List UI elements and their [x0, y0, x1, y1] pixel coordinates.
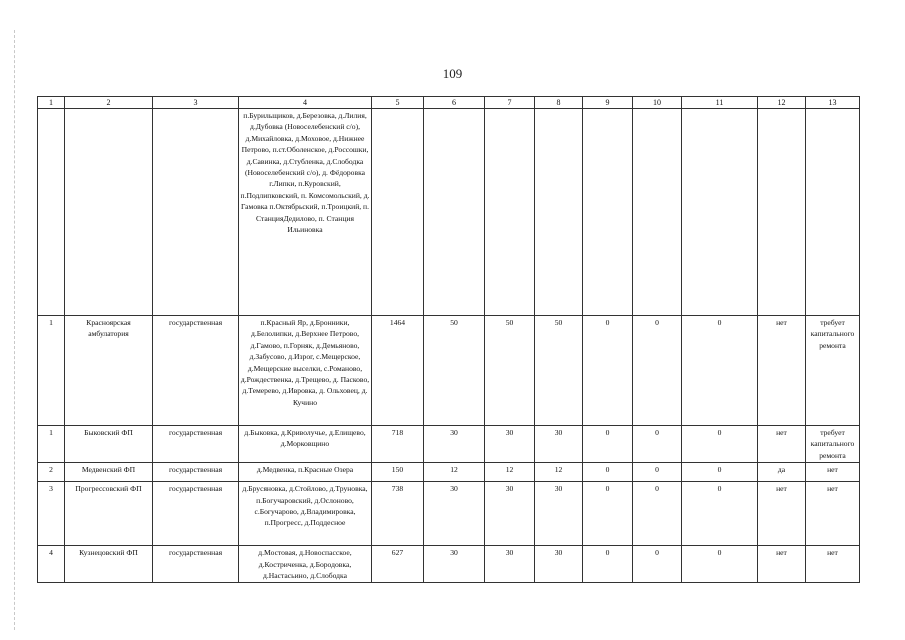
settlements-list: д.Медвенка, п.Красные Озера [239, 463, 372, 482]
row-number: 1 [38, 426, 65, 463]
header-row [38, 97, 860, 109]
header-cell: 9 [583, 97, 633, 109]
header-cell: 7 [485, 97, 535, 109]
cell-value: 30 [535, 426, 583, 463]
cell-value: нет [758, 546, 806, 583]
cell-value [758, 109, 806, 316]
facility-name: Кузнецовский ФП [65, 546, 153, 583]
header-cell: 3 [153, 97, 239, 109]
cell-value: да [758, 463, 806, 482]
ownership-type: государственная [153, 463, 239, 482]
row-number [38, 109, 65, 316]
cell-value: 0 [682, 316, 758, 426]
header-cell: 10 [633, 97, 682, 109]
cell-value: 12 [485, 463, 535, 482]
settlements-list: п.Бурильщиков, д.Березовка, д.Лилия, д.Дубовка (Новоселебенский с/о), д.Михайловка, д.Моховое, д.Нижнее Петрово, п.ст.Оболенское, д.Россошки, д.Савинка, д.Стубленка, д.Слободка (Новоселебенский с/о), д. Фёдоровка г.Липки, п.Куровский, п.Подлипковский, п. Комсомольский, д. Гамовка п.Октябрьский, п.Троицкий, п. СтанцияДедилово, п. Станция Ильиновка [239, 109, 372, 316]
table-row [38, 482, 860, 546]
cell-value: 0 [633, 426, 682, 463]
facilities-table [37, 96, 860, 583]
facility-name [65, 109, 153, 316]
table-row [38, 316, 860, 426]
cell-value: 12 [535, 463, 583, 482]
cell-value [806, 109, 860, 316]
cell-value: требует капитального ремонта [806, 316, 860, 426]
settlements-list: д.Быковка, д.Криволучье, д.Елищево, д.Морковщино [239, 426, 372, 463]
cell-value: 0 [633, 482, 682, 546]
cell-value: 0 [583, 482, 633, 546]
binding-margin-line [14, 30, 15, 630]
cell-value: требует капитального ремонта [806, 426, 860, 463]
cell-value: 1464 [372, 316, 424, 426]
settlements-list: п.Красный Яр, д.Бронники, д.Белолипки, д.Верхнее Петрово, д.Гамово, п.Горняк, д.Демьяново, д.Забусово, д.Изрог, с.Мещерское, д.Мещерские выселки, с.Романово, д.Рождественка, д.Трещево, д. Пасково, д.Темерево, д.Ивровка, д. Ольховец, д. Кучино [239, 316, 372, 426]
row-number: 1 [38, 316, 65, 426]
cell-value: 50 [485, 316, 535, 426]
cell-value: 30 [424, 482, 485, 546]
cell-value: 0 [583, 546, 633, 583]
cell-value: 12 [424, 463, 485, 482]
cell-value: нет [806, 482, 860, 546]
cell-value: 0 [633, 463, 682, 482]
page-number: 109 [442, 66, 463, 81]
facility-name: Красноярская амбулатория [65, 316, 153, 426]
cell-value: 0 [682, 426, 758, 463]
cell-value: 0 [633, 546, 682, 583]
cell-value: 0 [583, 316, 633, 426]
ownership-type [153, 109, 239, 316]
ownership-type: государственная [153, 482, 239, 546]
row-number: 4 [38, 546, 65, 583]
facility-name: Прогрессовский ФП [65, 482, 153, 546]
row-number: 3 [38, 482, 65, 546]
table-row [38, 546, 860, 583]
cell-value [583, 109, 633, 316]
cell-value: 30 [485, 426, 535, 463]
cell-value: 0 [583, 463, 633, 482]
cell-value: 150 [372, 463, 424, 482]
header-cell: 6 [424, 97, 485, 109]
header-cell: 4 [239, 97, 372, 109]
cell-value [485, 109, 535, 316]
cell-value: 0 [682, 546, 758, 583]
header-cell: 5 [372, 97, 424, 109]
header-cell: 12 [758, 97, 806, 109]
header-cell: 8 [535, 97, 583, 109]
ownership-type: государственная [153, 546, 239, 583]
cell-value [682, 109, 758, 316]
cell-value: 738 [372, 482, 424, 546]
cell-value [372, 109, 424, 316]
cell-value: 0 [682, 463, 758, 482]
cell-value [633, 109, 682, 316]
cell-value: 30 [485, 546, 535, 583]
ownership-type: государственная [153, 426, 239, 463]
settlements-list: д.Мостовая, д.Новоспасское, д.Костриченка, д.Бородовка, д.Настасьино, д.Слободка [239, 546, 372, 583]
cell-value: нет [758, 482, 806, 546]
cell-value [535, 109, 583, 316]
cell-value: 0 [682, 482, 758, 546]
cell-value: 30 [424, 546, 485, 583]
cell-value: нет [806, 546, 860, 583]
cell-value: 30 [535, 546, 583, 583]
cell-value: 50 [535, 316, 583, 426]
cell-value: 718 [372, 426, 424, 463]
header-cell: 11 [682, 97, 758, 109]
cell-value: 0 [583, 426, 633, 463]
ownership-type: государственная [153, 316, 239, 426]
row-number: 2 [38, 463, 65, 482]
table-row [38, 463, 860, 482]
cell-value: 30 [485, 482, 535, 546]
cell-value: 30 [424, 426, 485, 463]
cell-value: 30 [535, 482, 583, 546]
cell-value: 627 [372, 546, 424, 583]
cell-value: нет [758, 426, 806, 463]
header-cell: 2 [65, 97, 153, 109]
cell-value [424, 109, 485, 316]
table-row [38, 109, 860, 316]
settlements-list: д.Брусяновка, д.Стойлово, д.Труновка, п.Богучаровский, д.Ослоново, с.Богучарово, д.Владимировка, п.Прогресс, д.Поддесное [239, 482, 372, 546]
cell-value: 0 [633, 316, 682, 426]
facility-name: Быковский ФП [65, 426, 153, 463]
facility-name: Медвенский ФП [65, 463, 153, 482]
cell-value: нет [806, 463, 860, 482]
header-cell: 13 [806, 97, 860, 109]
cell-value: нет [758, 316, 806, 426]
table-row [38, 426, 860, 463]
cell-value: 50 [424, 316, 485, 426]
header-cell: 1 [38, 97, 65, 109]
